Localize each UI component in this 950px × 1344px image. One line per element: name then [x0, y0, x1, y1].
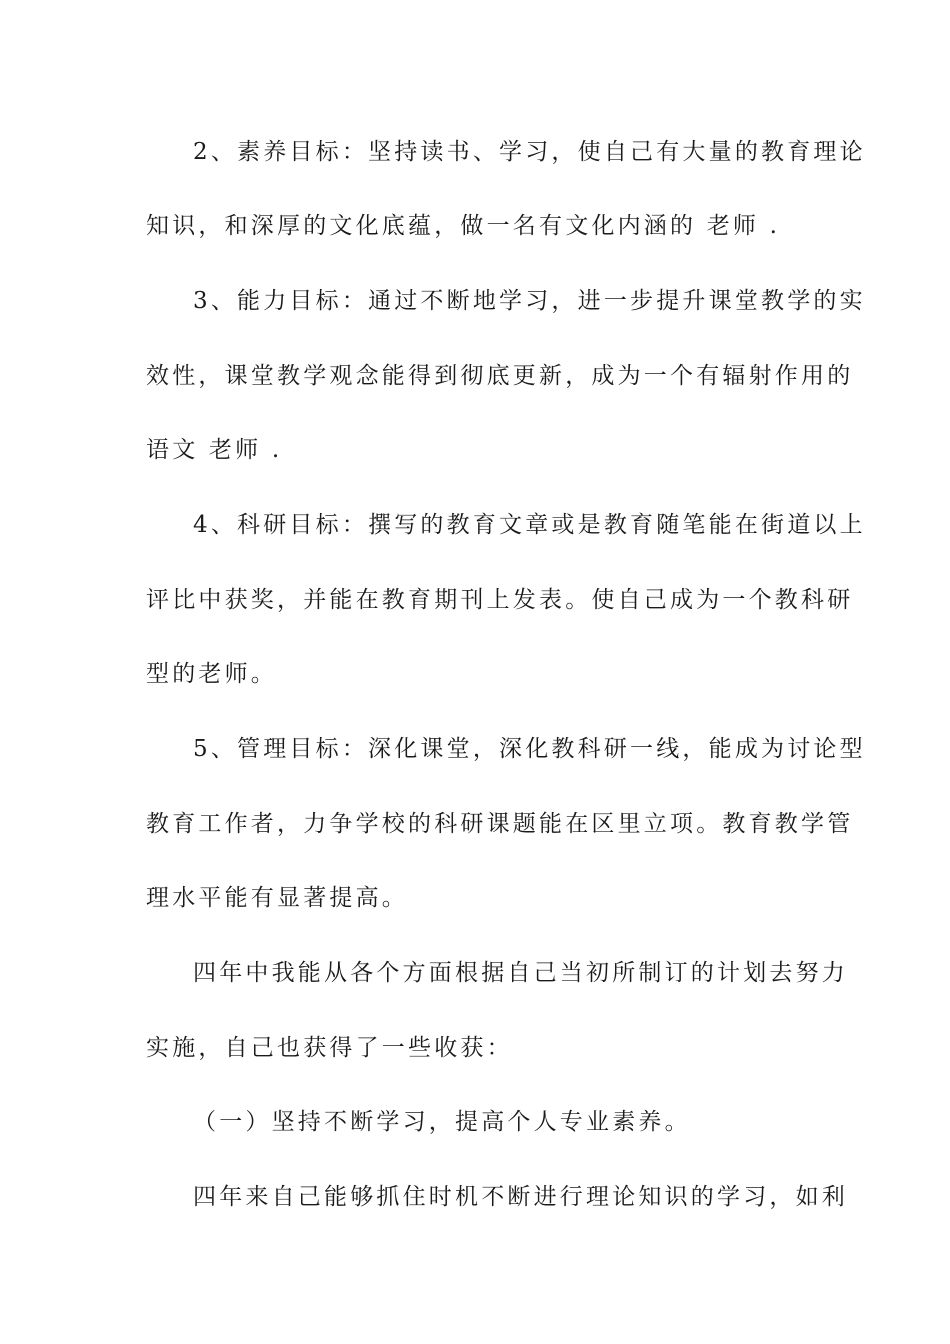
paragraph-line: 知识，和深厚的文化底蕴，做一名有文化内涵的 老师 .	[146, 213, 781, 239]
paragraph-line: 5、管理目标：深化课堂，深化教科研一线，能成为讨论型	[193, 736, 866, 762]
paragraph-line: 3、能力目标：通过不断地学习，进一步提升课堂教学的实	[193, 288, 866, 314]
paragraph-line: 四年中我能从各个方面根据自己当初所制订的计划去努力	[193, 960, 848, 986]
paragraph-line: 语文 老师 .	[146, 437, 283, 463]
paragraph-line: 效性，课堂教学观念能得到彻底更新，成为一个有辐射作用的	[146, 363, 854, 389]
paragraph-line: 实施，自己也获得了一些收获：	[146, 1035, 513, 1061]
paragraph-line: 四年来自己能够抓住时机不断进行理论知识的学习，如利	[193, 1184, 848, 1210]
paragraph-line: 理水平能有显著提高。	[146, 885, 408, 911]
paragraph-line: 4、科研目标：撰写的教育文章或是教育随笔能在街道以上	[193, 512, 866, 538]
paragraph-line: 教育工作者，力争学校的科研课题能在区里立项。教育教学管	[146, 811, 854, 837]
paragraph-line: 2、素养目标：坚持读书、学习，使自己有大量的教育理论	[193, 139, 866, 165]
paragraph-line: 评比中获奖，并能在教育期刊上发表。使自己成为一个教科研	[146, 587, 854, 613]
section-heading: （一）坚持不断学习，提高个人专业素养。	[193, 1109, 691, 1135]
paragraph-line: 型的老师。	[146, 661, 277, 687]
